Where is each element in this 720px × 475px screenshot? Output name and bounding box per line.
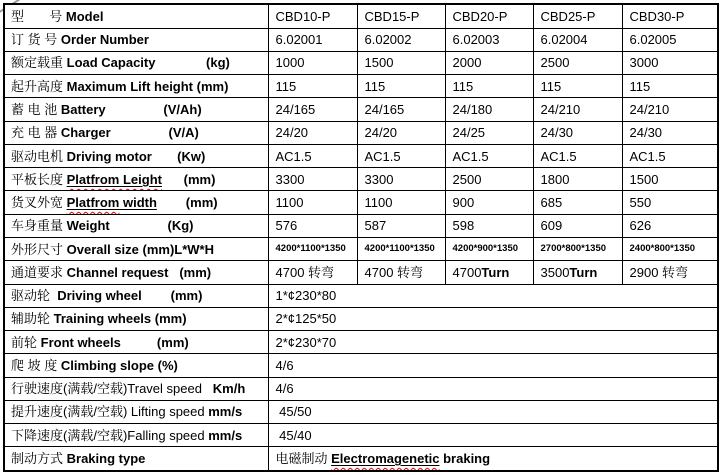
value-cell — [445, 214, 533, 237]
value-cell — [357, 121, 445, 144]
value-cell — [268, 354, 718, 377]
value-cell — [268, 51, 357, 74]
text-segment — [67, 195, 120, 210]
spec-row — [4, 168, 718, 191]
text-segment: width — [119, 195, 157, 211]
spec-row — [4, 400, 718, 423]
text-segment: 24/30 — [629, 125, 663, 141]
text-segment: 2500 — [452, 171, 482, 187]
spec-row — [4, 4, 718, 28]
text-segment: 提升速度(满载/空载) — [11, 404, 131, 420]
text-segment: 6.02002 — [364, 32, 412, 48]
value-cell — [268, 400, 718, 423]
value-cell — [268, 75, 357, 98]
text-segment: Falling speed — [127, 427, 209, 443]
spec-row — [4, 28, 718, 51]
row-label — [4, 447, 268, 471]
value-cell — [357, 214, 445, 237]
value-cell — [268, 237, 357, 260]
text-segment: 辅助轮 — [11, 311, 54, 327]
text-segment: 下降速度(满载/空载) — [11, 427, 128, 443]
misspelled-text: Platfrom — [66, 195, 120, 211]
value-cell — [622, 261, 718, 284]
text-segment: 6.02001 — [275, 32, 323, 48]
text-segment: 24/165 — [364, 102, 405, 118]
row-label — [4, 400, 268, 423]
text-segment: 24/20 — [275, 125, 309, 141]
text-segment: 3500 — [540, 264, 570, 280]
text-segment: 2*¢125*50 — [275, 311, 337, 327]
value-cell — [445, 191, 533, 214]
text-segment: Maximum Lift height (mm) — [66, 78, 229, 94]
text-segment: 115 — [452, 78, 474, 94]
text-segment: 订 货 号 — [11, 32, 61, 48]
text-segment: 电磁制动 — [275, 451, 332, 467]
value-cell — [445, 51, 533, 74]
value-cell — [357, 98, 445, 121]
row-label — [4, 307, 268, 330]
text-segment: (V/A) — [110, 125, 199, 141]
row-label — [4, 354, 268, 377]
text-segment: 45/40 — [275, 427, 312, 443]
value-cell — [622, 191, 718, 214]
text-segment: mm/s — [208, 404, 243, 420]
text-segment: 587 — [364, 218, 387, 234]
value-cell — [622, 144, 718, 167]
spec-row — [4, 377, 718, 400]
text-segment: 2700*800*1350 — [540, 243, 607, 255]
spec-row — [4, 121, 718, 144]
text-segment: AC1.5 — [364, 148, 401, 164]
text-segment: 24/210 — [629, 102, 670, 118]
text-segment: 平板长度 — [11, 171, 67, 187]
spec-row — [4, 51, 718, 74]
text-segment: 6.02004 — [540, 32, 588, 48]
row-label — [4, 75, 268, 98]
row-label — [4, 51, 268, 74]
spec-row — [4, 98, 718, 121]
text-segment: Load Capacity — [66, 55, 156, 71]
text-segment: braking — [439, 451, 491, 467]
value-cell — [445, 237, 533, 260]
text-segment: Travel speed — [127, 381, 202, 397]
text-segment: 115 — [364, 78, 386, 94]
spec-row — [4, 261, 718, 284]
text-segment: Turn — [481, 264, 510, 280]
value-cell — [622, 51, 718, 74]
text-segment: 24/180 — [452, 102, 493, 118]
text-segment: 115 — [540, 78, 562, 94]
row-label — [4, 331, 268, 354]
text-segment: (mm) — [141, 288, 203, 304]
value-cell — [268, 4, 357, 28]
text-segment: (mm) — [120, 334, 189, 350]
text-segment: CBD15-P — [364, 8, 420, 24]
text-segment: Front wheels — [40, 334, 121, 350]
value-cell — [622, 214, 718, 237]
text-segment: 通道要求 — [11, 264, 67, 280]
value-cell — [622, 121, 718, 144]
value-cell — [268, 424, 718, 447]
text-segment: AC1.5 — [629, 148, 666, 164]
value-cell — [533, 168, 622, 191]
text-segment: 2000 — [452, 55, 482, 71]
value-cell — [533, 191, 622, 214]
row-label — [4, 284, 268, 307]
value-cell — [357, 4, 445, 28]
value-cell — [268, 168, 357, 191]
value-cell — [533, 121, 622, 144]
spec-row — [4, 284, 718, 307]
text-segment: 900 — [452, 195, 475, 211]
text-segment: (Kw) — [151, 148, 206, 164]
text-segment: Climbing slope (%) — [60, 357, 178, 373]
text-segment: (mm) — [168, 264, 212, 280]
value-cell — [445, 28, 533, 51]
text-segment: 24/25 — [452, 125, 486, 141]
text-segment: 驱动轮 — [11, 288, 58, 304]
row-label — [4, 377, 268, 400]
text-segment: AC1.5 — [540, 148, 577, 164]
text-segment: CBD25-P — [540, 8, 596, 24]
text-segment: (Kg) — [109, 218, 194, 234]
value-cell — [622, 168, 718, 191]
text-segment: 4/6 — [275, 381, 294, 397]
text-segment: 4700 转弯 — [275, 264, 335, 280]
text-segment: Model — [65, 8, 104, 24]
spec-row — [4, 214, 718, 237]
text-segment: 1*¢230*80 — [275, 288, 337, 304]
row-label — [4, 214, 268, 237]
value-cell — [622, 98, 718, 121]
text-segment: 2900 转弯 — [629, 264, 689, 280]
text-segment: CBD20-P — [452, 8, 508, 24]
value-cell — [268, 121, 357, 144]
row-label — [4, 28, 268, 51]
value-cell — [533, 144, 622, 167]
text-segment: Channel request — [66, 264, 169, 280]
text-segment: 制动方式 — [11, 451, 67, 467]
text-segment: (V/Ah) — [105, 102, 202, 118]
text-segment: 4700 转弯 — [364, 264, 424, 280]
value-cell — [445, 144, 533, 167]
text-segment: 550 — [629, 195, 652, 211]
text-segment: 24/165 — [275, 102, 316, 118]
value-cell — [445, 75, 533, 98]
text-segment: Battery — [60, 102, 106, 118]
text-segment: 24/20 — [364, 125, 398, 141]
text-segment: Charger — [60, 125, 111, 141]
row-label — [4, 121, 268, 144]
value-cell — [268, 447, 718, 471]
text-segment: 驱动电机 — [11, 148, 67, 164]
text-segment: Lifting speed — [130, 404, 209, 420]
spec-row — [4, 354, 718, 377]
value-cell — [357, 28, 445, 51]
text-segment: 598 — [452, 218, 475, 234]
value-cell — [268, 261, 357, 284]
spec-table — [3, 3, 719, 472]
text-segment: 609 — [540, 218, 563, 234]
text-segment: (mm) — [156, 195, 218, 211]
value-cell — [533, 214, 622, 237]
text-segment: 2*¢230*70 — [275, 334, 337, 350]
misspelled-text: Electromagenetic — [331, 451, 440, 467]
value-cell — [445, 261, 533, 284]
text-segment: 1500 — [364, 55, 394, 71]
value-cell — [622, 28, 718, 51]
text-segment: 1000 — [275, 55, 305, 71]
value-cell — [533, 51, 622, 74]
value-cell — [445, 98, 533, 121]
value-cell — [445, 4, 533, 28]
value-cell — [533, 75, 622, 98]
text-segment: Training wheels (mm) — [53, 311, 187, 327]
text-segment: 车身重量 — [11, 218, 67, 234]
value-cell — [268, 191, 357, 214]
text-segment: 充 电 器 — [11, 125, 61, 141]
spec-row — [4, 447, 718, 471]
text-segment: 626 — [629, 218, 652, 234]
text-segment: Driving wheel — [57, 288, 142, 304]
text-segment: 576 — [275, 218, 298, 234]
spec-row — [4, 237, 718, 260]
value-cell — [268, 144, 357, 167]
row-label — [4, 144, 268, 167]
text-segment: 起升高度 — [11, 78, 67, 94]
text-segment: 1500 — [629, 171, 659, 187]
spec-row — [4, 307, 718, 330]
text-segment — [331, 451, 439, 466]
text-segment: AC1.5 — [275, 148, 312, 164]
value-cell — [268, 98, 357, 121]
row-label — [4, 237, 268, 260]
value-cell — [268, 377, 718, 400]
text-segment: 4700 — [452, 264, 482, 280]
text-segment: 货叉外宽 — [11, 195, 67, 211]
value-cell — [622, 237, 718, 260]
value-cell — [357, 144, 445, 167]
row-label — [4, 261, 268, 284]
text-segment: (kg) — [155, 55, 230, 71]
value-cell — [445, 121, 533, 144]
text-segment: 24/210 — [540, 102, 581, 118]
value-cell — [533, 261, 622, 284]
value-cell — [357, 168, 445, 191]
row-label — [4, 191, 268, 214]
text-segment: 3300 — [364, 171, 394, 187]
value-cell — [533, 28, 622, 51]
text-segment: 前轮 — [11, 334, 41, 350]
text-segment: 4200*1100*1350 — [364, 243, 435, 255]
misspelled-text: Platfrom Leight — [66, 171, 162, 187]
row-label — [4, 98, 268, 121]
value-cell — [445, 168, 533, 191]
value-cell — [268, 331, 718, 354]
spec-row — [4, 75, 718, 98]
text-segment: 4/6 — [275, 357, 294, 373]
spec-row — [4, 331, 718, 354]
value-cell — [268, 307, 718, 330]
value-cell — [357, 261, 445, 284]
value-cell — [533, 4, 622, 28]
text-segment — [67, 172, 162, 187]
text-segment: 6.02005 — [629, 32, 677, 48]
row-label — [4, 4, 268, 28]
text-segment: 蓄 电 池 — [11, 102, 61, 118]
spec-row — [4, 424, 718, 447]
text-segment: 1100 — [364, 195, 393, 211]
value-cell — [357, 237, 445, 260]
text-segment: 型 号 — [11, 8, 66, 24]
spec-row — [4, 191, 718, 214]
text-segment: 1800 — [540, 171, 570, 187]
text-segment: 24/30 — [540, 125, 574, 141]
text-segment: 3000 — [629, 55, 659, 71]
text-segment: 2400*800*1350 — [629, 243, 696, 255]
text-segment: CBD10-P — [275, 8, 331, 24]
spec-row — [4, 144, 718, 167]
text-segment: 外形尺寸 — [11, 241, 67, 257]
value-cell — [357, 75, 445, 98]
text-segment: 115 — [275, 78, 297, 94]
text-segment: mm/s — [208, 427, 243, 443]
value-cell — [268, 214, 357, 237]
value-cell — [357, 51, 445, 74]
text-segment: Braking type — [66, 451, 146, 467]
value-cell — [533, 237, 622, 260]
spec-table-body — [4, 4, 718, 471]
text-segment: CBD30-P — [629, 8, 685, 24]
text-segment: 115 — [629, 78, 651, 94]
text-segment: (mm) — [161, 171, 216, 187]
text-segment: 2500 — [540, 55, 570, 71]
text-segment: 45/50 — [275, 404, 312, 420]
text-segment: Weight — [66, 218, 110, 234]
value-cell — [533, 98, 622, 121]
row-label — [4, 168, 268, 191]
text-segment: Driving motor — [66, 148, 152, 164]
text-segment: 685 — [540, 195, 563, 211]
value-cell — [268, 28, 357, 51]
row-label — [4, 424, 268, 447]
text-segment: Km/h — [201, 381, 246, 397]
text-segment: 额定载重 — [11, 55, 67, 71]
text-segment: 1100 — [275, 195, 304, 211]
text-segment: 4200*900*1350 — [452, 243, 519, 255]
text-segment: 行驶速度(满载/空载) — [11, 381, 128, 397]
text-segment: AC1.5 — [452, 148, 489, 164]
text-segment: Order Number — [60, 32, 149, 48]
value-cell — [357, 191, 445, 214]
value-cell — [622, 75, 718, 98]
text-segment: Overall size (mm)L*W*H — [66, 241, 214, 257]
text-segment: 6.02003 — [452, 32, 500, 48]
text-segment: 3300 — [275, 171, 305, 187]
text-segment: Turn — [569, 264, 598, 280]
value-cell — [268, 284, 718, 307]
text-segment: 4200*1100*1350 — [275, 243, 346, 255]
text-segment: 爬 坡 度 — [11, 357, 61, 373]
value-cell — [622, 4, 718, 28]
